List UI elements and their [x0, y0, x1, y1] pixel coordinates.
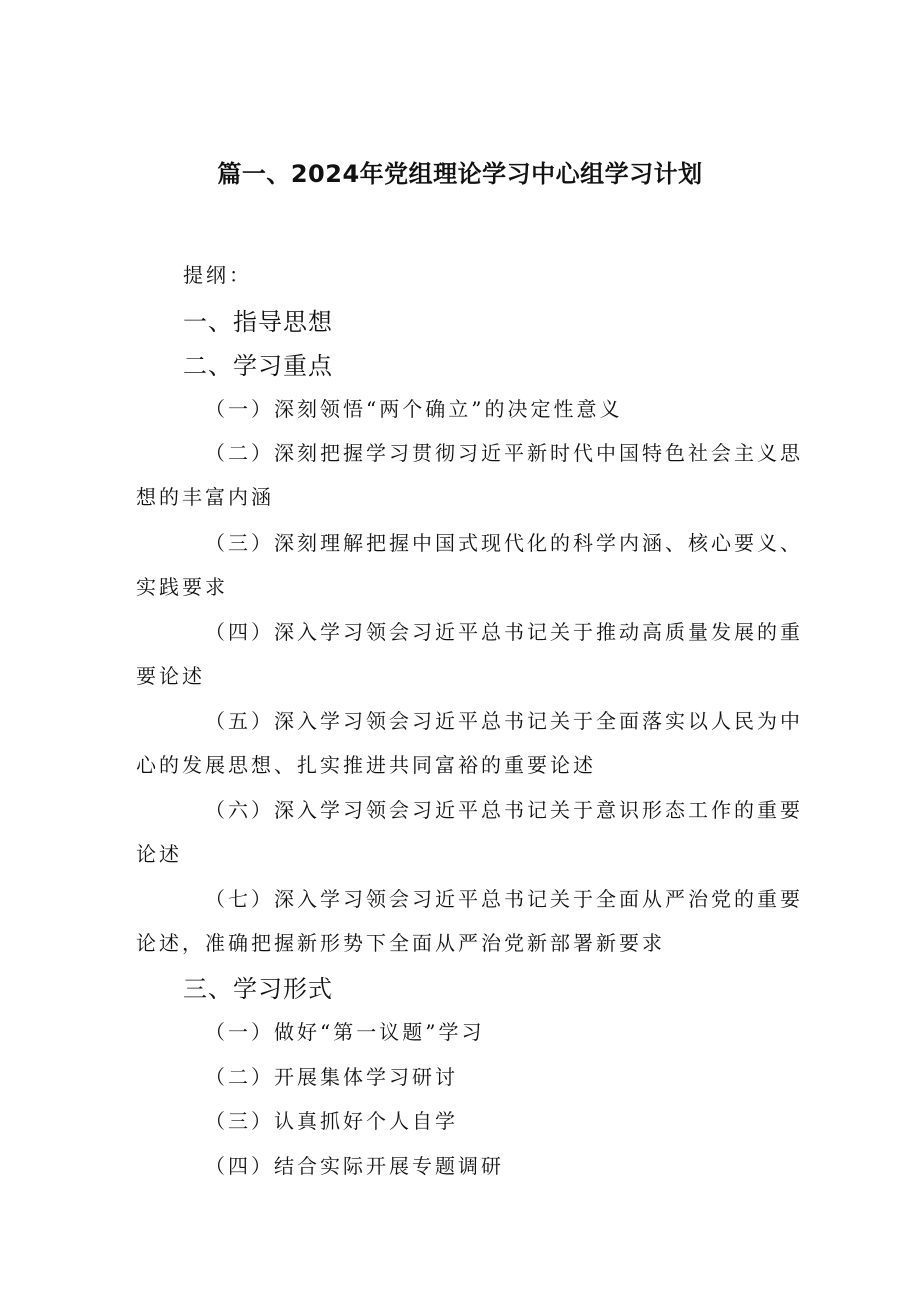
- list-item: （五）深入学习领会习近平总书记关于全面落实以人民为中: [205, 709, 803, 733]
- list-item-continuation: 论述，准确把握新形势下全面从严治党新部署新要求: [136, 931, 665, 955]
- list-item: （一）做好“第一议题”学习: [205, 1020, 485, 1044]
- section-heading-study-focus: 二、学习重点: [183, 352, 333, 380]
- list-item: （七）深入学习领会习近平总书记关于全面从严治党的重要: [205, 887, 803, 911]
- section-heading-guiding-ideology: 一、指导思想: [183, 308, 333, 336]
- list-item: （四）深入学习领会习近平总书记关于推动高质量发展的重: [205, 620, 803, 644]
- outline-label: 提纲：: [183, 263, 252, 287]
- list-item: （三）认真抓好个人自学: [205, 1109, 458, 1133]
- document-title: 篇一、2024年党组理论学习中心组学习计划: [217, 160, 703, 188]
- list-item: （六）深入学习领会习近平总书记关于意识形态工作的重要: [205, 798, 803, 822]
- list-item-continuation: 想的丰富内涵: [136, 485, 274, 509]
- list-item: （二）深刻把握学习贯彻习近平新时代中国特色社会主义思: [205, 441, 803, 465]
- list-item: （三）深刻理解把握中国式现代化的科学内涵、核心要义、: [205, 531, 803, 555]
- section-heading-study-format: 三、学习形式: [183, 975, 333, 1003]
- list-item-continuation: 实践要求: [136, 575, 228, 599]
- list-item: （四）结合实际开展专题调研: [205, 1154, 504, 1178]
- list-item-continuation: 论述: [136, 842, 182, 866]
- list-item-continuation: 心的发展思想、扎实推进共同富裕的重要论述: [136, 753, 596, 777]
- list-item: （一）深刻领悟“两个确立”的决定性意义: [205, 397, 623, 421]
- list-item-continuation: 要论述: [136, 664, 205, 688]
- list-item: （二）开展集体学习研讨: [205, 1065, 458, 1089]
